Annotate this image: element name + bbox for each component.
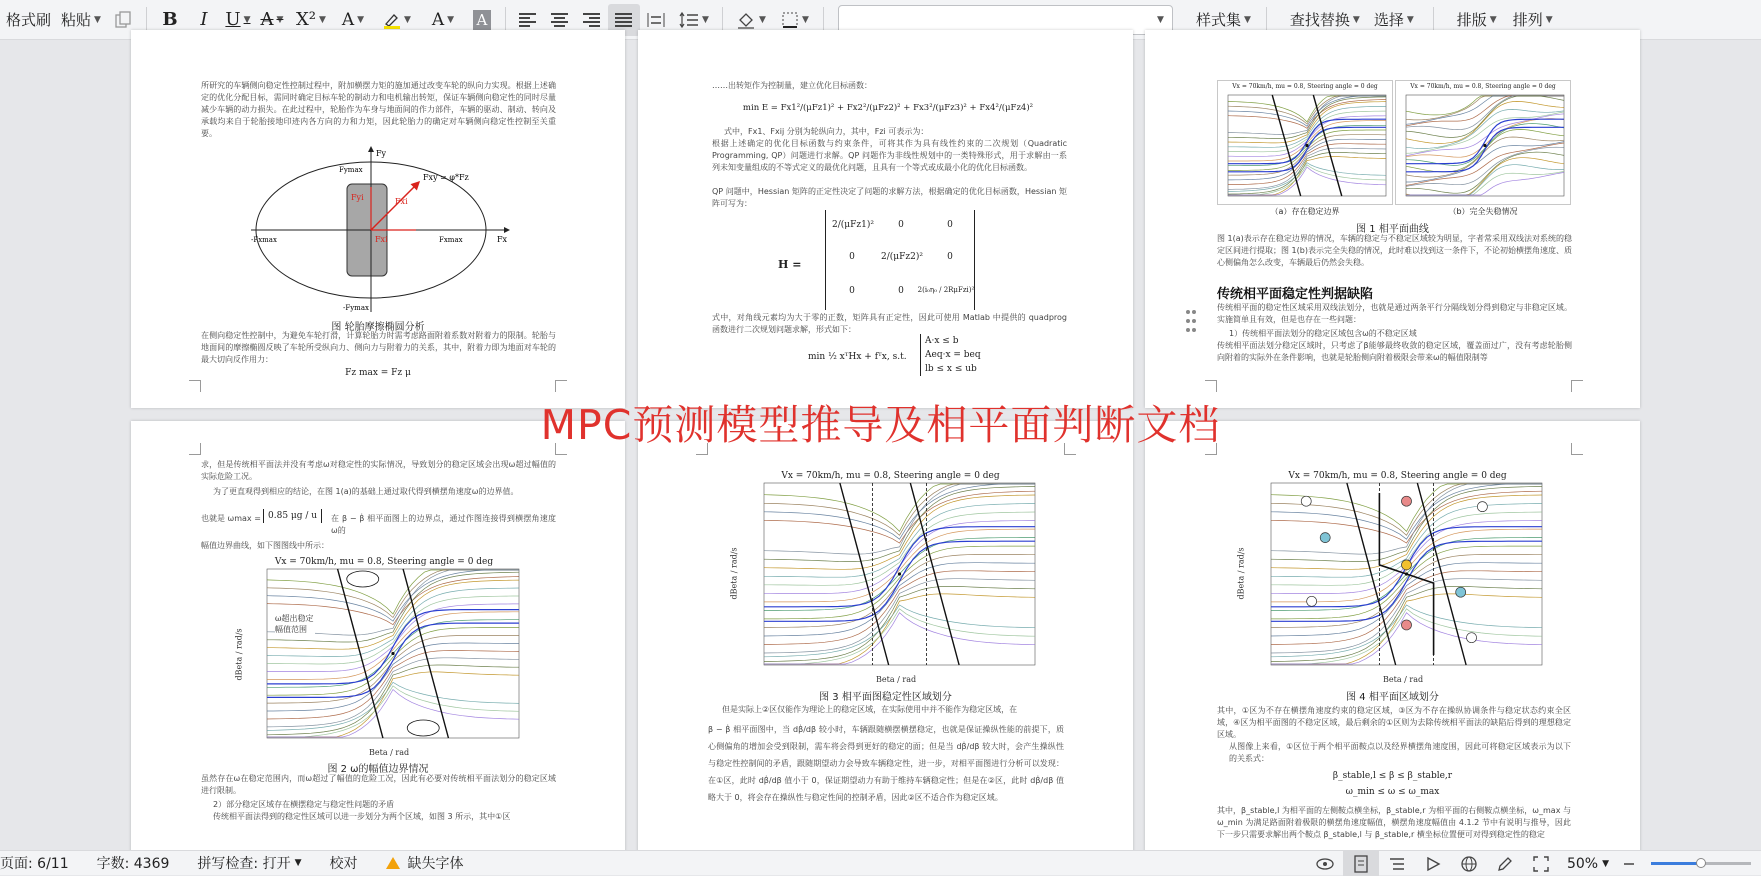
chevron-down-icon: ▼ <box>801 14 809 25</box>
page-6[interactable] <box>1145 421 1640 861</box>
matrix-cell: 0 <box>898 220 904 230</box>
fx-label: Fx <box>497 235 508 244</box>
page-corner-mark <box>1571 380 1583 392</box>
paragraph: 传统相平面法划分稳定区域时，只考虑了β能够最终收敛的稳定区域，覆盖面过广，没有考虑轮胎侧向附着的实际外在条件影响，也就是轮胎侧向附着极限会带来ω的幅值限制等 <box>1217 341 1572 362</box>
paragraph: 求，但是传统相平面法并没有考虑ω对稳定性的实际情况，导致划分的稳定区域会出现ω超过幅值的实际危险工况。 <box>201 460 556 481</box>
page-view-button[interactable] <box>1343 851 1379 876</box>
paragraph: 其中，①区为不存在横摆角速度约束的稳定区域，③区为不存在操纵协调条件与稳定状态约束全区域，④区为相平面图的不稳定区域，最后剩余的①区则为去除传统相平面法的缺陷后得到的理想稳定区域。 <box>1217 706 1571 739</box>
paste-label: 粘贴 <box>61 11 92 29</box>
zoom-slider[interactable] <box>1651 862 1751 865</box>
paragraph: 在侧向稳定性控制中，为避免车轮打滑，计算轮胎力时需考虑路面附着系数对附着力的限制。轮胎与地面间的摩擦椭圆反映了车轮所受纵向力、侧向力与附着力的关系，其中，附着力即为地面对车轮的最大切向反作用力： <box>201 331 556 364</box>
matrix-cell: 0 <box>898 286 904 296</box>
arrange-order-label: 排版 <box>1456 11 1487 29</box>
underline-label: U <box>225 9 241 30</box>
toolbar-divider <box>146 7 147 33</box>
toolbar-divider <box>823 7 824 33</box>
zoom-value: 50% <box>1566 855 1599 872</box>
phase-curves <box>1396 81 1572 206</box>
fit-screen-icon <box>1532 855 1550 873</box>
toolbar-divider <box>1266 7 1267 33</box>
plot-title: Vx = 70km/h, mu = 0.8, Steering angle = 0 deg <box>1288 471 1507 481</box>
chevron-down-icon: ▼ <box>403 14 411 25</box>
warning-icon <box>386 857 400 869</box>
paragraph: 根据上述确定的优化目标函数与约束条件，可将其作为具有线性约束的二次规划（Quadratic Programming, QP）问题进行求解。QP 问题作为非线性规划中的一类特殊形式，用于求解由一系列未知变量组成的不等式定义的最优化问题，且具有一个等式或成最小化的优化目标函数。 <box>712 139 1067 172</box>
strikethrough-label: A <box>260 9 274 30</box>
phase-plane-plot <box>729 469 1043 687</box>
proofread-button[interactable] <box>316 853 372 873</box>
paragraph: 虽然存在ω在稳定范围内，而ω超过了幅值的危险工况，因此有必要对传统相平面法划分的稳定区域进行限制。 <box>201 774 556 795</box>
section-heading: 传统相平面稳定性判据缺陷 <box>1217 287 1374 302</box>
missing-font-label: 缺失字体 <box>407 856 464 872</box>
equilibrium-point <box>898 572 901 575</box>
equilibrium-point <box>1305 144 1308 147</box>
chevron-down-icon: ▼ <box>294 858 302 868</box>
phase-plane-plot <box>234 555 527 760</box>
phase-curves <box>1218 81 1394 206</box>
region-marker <box>1467 633 1477 643</box>
page-2[interactable] <box>638 30 1133 408</box>
align-right-icon <box>583 11 600 29</box>
fxy-label: Fxy = φ*Fz <box>423 173 469 182</box>
fxmax-label: Fxmax <box>439 236 463 244</box>
chevron-down-icon: ▼ <box>319 14 326 25</box>
paragraph: 式中，Fx1、Fxij 分别为轮纵向力，其中，Fzi 可表示为： <box>724 127 929 136</box>
region-marker <box>1301 496 1311 506</box>
x-axis-label: Beta / rad <box>876 675 917 684</box>
toolbar-divider <box>722 7 723 33</box>
matrix-cell: 0 <box>947 252 953 262</box>
align-left-icon <box>519 11 536 29</box>
chevron-down-icon: ▼ <box>1352 14 1360 25</box>
paint-bucket-icon <box>736 11 756 29</box>
stability-condition: ω_min ≤ ω ≤ ω_max <box>1345 787 1440 797</box>
paste-button[interactable] <box>56 4 106 36</box>
zoom-slider-fill <box>1651 862 1701 865</box>
page-corner-mark <box>189 380 201 392</box>
figure-caption: 图 2 ω的幅值边界情况 <box>327 764 429 775</box>
qp-constraint: Aeq·x = beq <box>925 350 981 360</box>
fit-window-button[interactable] <box>1523 851 1559 876</box>
paragraph: 式中，对角线元素均为大于零的正数，矩阵具有正定性，因此可使用 Matlab 中提供的 quadprog 函数进行二次规划问题求解，形式如下： <box>712 313 1067 334</box>
plot-title: Vx = 70km/h, mu = 0.8, Steering angle = 0 deg <box>274 557 494 567</box>
phase-plane-plot <box>1236 469 1550 687</box>
find-replace-label: 查找替换 <box>1289 11 1350 29</box>
region-marker <box>1307 596 1317 606</box>
y-axis-label: dBeta / rad/s <box>234 628 244 681</box>
phase-curves <box>738 469 1043 687</box>
spell-check-label: 拼写检查: 打开 <box>197 856 291 872</box>
page-1[interactable] <box>131 30 625 408</box>
plot-title: Vx = 70km/h, mu = 0.8, Steering angle = 0 deg <box>781 471 1000 481</box>
y-axis-label: dBeta / rad/s <box>729 547 739 600</box>
plot-title: Vx = 70km/h, mu = 0.8, Steering angle = 0 deg <box>1410 83 1556 90</box>
figure-caption: 图 1 相平面曲线 <box>1356 224 1429 235</box>
chevron-down-icon: ▼ <box>243 14 251 25</box>
align-center-icon <box>551 11 568 29</box>
chevron-down-icon: ▼ <box>1243 14 1251 25</box>
drag-handle-icon[interactable] <box>1186 310 1196 332</box>
list-item: 2）部分稳定区域存在横摆稳定与稳定性问题的矛盾 <box>213 800 395 809</box>
line-spacing-icon <box>679 11 699 29</box>
paragraph: β − β̇ 相平面图中，当 dβ̇/dβ 较小时，车辆跟随横摆横摆稳定，也就是保证操纵性能的前提下，质心侧偏角的增加会受到限制，需车将会得到更好的稳定的面；但是当 dβ̇/dβ 较大时，会产生操纵性与稳定性控制间的矛盾，跟随期望动力会导致车辆稳定性，进一步，对相平面图进行分析可以发现：在①区，此时 dβ̇/dβ 值小于 0，保证期望动力有助于维持车辆稳定性；但是在②区，此时 dβ̇/dβ 值略大于 0，将会存在操纵性与稳定性间的控制矛盾，因此②区不适合作为稳定区域。 <box>708 725 1064 802</box>
equilibrium-point <box>391 652 394 655</box>
paragraph: QP 问题中，Hessian 矩阵的正定性决定了问题的求解方法，根据确定的优化目标函数，Hessian 矩阵可写为： <box>712 187 1067 208</box>
page-indicator[interactable] <box>0 853 83 873</box>
spell-check-toggle[interactable] <box>183 853 315 873</box>
equilibrium-point <box>1405 572 1408 575</box>
play-icon <box>1424 856 1442 872</box>
distributed-align-icon <box>646 11 666 29</box>
list-item: 1）传统相平面法划分的稳定区域包含ω的不稳定区域 <box>1229 329 1417 338</box>
matrix-cell: 2(i₀η₀ / 2RμFzi)² <box>917 286 975 294</box>
minus-icon <box>1622 857 1636 871</box>
write-mode-button[interactable] <box>1487 851 1523 876</box>
eye-icon <box>1315 857 1335 871</box>
phase-plane-plot-a <box>1217 80 1393 205</box>
chevron-down-icon: ▼ <box>276 14 284 25</box>
region-marker <box>1477 502 1487 512</box>
matrix-cell: 0 <box>947 220 953 230</box>
text-effect-icon: A <box>341 9 355 30</box>
eye-protect-button[interactable] <box>1307 851 1343 876</box>
paragraph: 为了更直观得到相应的结论，在图 1(a)的基础上通过取代得到横摆角速度ω的边界值。 <box>213 487 519 496</box>
outline-view-button[interactable] <box>1379 851 1415 876</box>
paragraph: 所研究的车辆侧向稳定性控制过程中，附加横摆力矩的施加通过改变车轮的纵向力实现。根据上述确定的优化分配目标，需同时确定目标车轮的制动力和电机输出转矩，保证车辆侧向稳定性的同时尽量减少车辆的动力损失。在此过程中，轮胎作为车身与地面间的作力部件，车辆的驱动、制动、转向及承载均来自于轮胎接地印迹内各方向的力和力矩，因此轮胎力的确定对车辆侧向稳定性控制至关重要。 <box>201 81 556 138</box>
hessian-label: H = <box>778 258 802 271</box>
chevron-down-icon: ▼ <box>1406 14 1414 25</box>
chevron-down-icon: ▼ <box>94 14 101 25</box>
word-count-label: 字数: 4369 <box>96 856 170 872</box>
chevron-down-icon: ▼ <box>357 14 365 25</box>
select-label: 选择 <box>1373 11 1404 29</box>
paragraph: 但是实际上②区仅能作为理论上的稳定区域，在实际使用中并不能作为稳定区域，在 <box>722 705 1018 714</box>
page-count: 页面: 6/11 <box>0 856 69 872</box>
paragraph: 在 β − β̇ 相平面图上的边界点，通过作图连接得到横摆角速度ω的 <box>331 514 556 535</box>
web-view-button[interactable] <box>1451 851 1487 876</box>
copy-icon <box>114 11 132 29</box>
matrix-cell: 0 <box>849 286 855 296</box>
superscript-label: X² <box>295 9 316 30</box>
paragraph: 图 1(a)表示存在稳定边界的情况，车辆的稳定与不稳定区域较为明显，字者常采用双线法对系统的稳定区间进行提取；图 1(b)表示完全失稳的情况，此时难以找到这一条件下，不论初始横摆角速度、质心侧偏角怎么改变，车辆最后仍然会失稳。 <box>1217 234 1572 267</box>
fxi-label: Fxi <box>395 197 408 206</box>
paragraph: 从图像上来看，①区位于两个相平面鞍点以及经界横摆角速度围，因此可将稳定区域表示为以下的关系式： <box>1229 742 1571 763</box>
chevron-down-icon: ▼ <box>701 14 709 25</box>
paragraph: 传统相平面的稳定性区域采用双线法划分，也就是通过两条平行分隔线划分得到稳定与非稳定区域。实施简单且有效，但是也存在一些问题： <box>1217 303 1572 324</box>
chevron-down-icon: ▼ <box>1602 858 1609 869</box>
zoom-level[interactable] <box>1559 856 1617 872</box>
region-marker <box>1402 560 1412 570</box>
fy-label: Fy <box>376 149 387 158</box>
paragraph: 也就是 ωmax = <box>201 514 261 523</box>
page-corner-mark <box>555 380 567 392</box>
toolbar-divider <box>1433 7 1434 33</box>
page-4[interactable] <box>131 421 625 861</box>
phase-curves <box>1245 469 1550 687</box>
neg-fxmax-label: -Fxmax <box>251 236 277 244</box>
figure-caption: 图 4 相平面区域划分 <box>1346 692 1439 703</box>
friction-ellipse-figure <box>251 142 511 317</box>
qp-constraints <box>920 334 981 376</box>
subfigure-caption: （a）存在稳定边界 <box>1270 207 1340 216</box>
y-axis-label: dBeta / rad/s <box>1236 547 1246 600</box>
chevron-down-icon: ▼ <box>1545 14 1553 25</box>
italic-button[interactable]: I <box>200 9 208 30</box>
fymax-label: Fymax <box>339 166 363 174</box>
arrange-label: 排列 <box>1512 11 1543 29</box>
region-marker <box>1456 587 1466 597</box>
region-marker <box>1320 533 1330 543</box>
matrix-cell: 0 <box>849 252 855 262</box>
chevron-down-icon: ▼ <box>1489 14 1497 25</box>
zoom-out-button[interactable] <box>1617 851 1641 876</box>
figure-caption: 图 轮胎摩擦椭圆分析 <box>331 322 425 333</box>
region-marker <box>1402 620 1412 630</box>
proofread-label: 校对 <box>329 856 358 872</box>
globe-icon <box>1460 855 1478 873</box>
formula: Fz max = Fz μ <box>345 368 411 378</box>
style-set-label: 样式集 <box>1195 11 1241 29</box>
equilibrium-point <box>1483 144 1486 147</box>
justify-icon <box>615 11 632 29</box>
x-axis-label: Beta / rad <box>1383 675 1424 684</box>
page-5[interactable] <box>638 421 1133 861</box>
paragraph: 其中，β_stable,l 为相平面的左侧鞍点横坐标，β_stable,r 为相平面的右侧鞍点横坐标，ω_max 与 ω_min 为满足路面附着极限的横摆角速度幅值，横摆角速度幅值由 4.1.2 节中有说明与推导，因此下一步只需要求解出两个鞍点 β_stable,l 与 β_stable,r 横坐标位置便可对得到稳定性的稳定 <box>1217 806 1571 839</box>
char-shading-icon: A <box>473 10 492 30</box>
neg-fymax-label: -Fymax <box>343 304 369 312</box>
qp-objective: min ½ xᵀHx + fᵀx, s.t. <box>808 352 907 362</box>
chevron-down-icon: ▼ <box>758 14 766 25</box>
qp-constraint: A·x ≤ b <box>925 336 959 346</box>
border-icon <box>781 11 799 29</box>
list-icon <box>1388 856 1406 872</box>
chevron-down-icon: ▼ <box>1157 14 1164 25</box>
page-3[interactable] <box>1145 30 1640 408</box>
format-painter-button[interactable] <box>0 4 56 36</box>
omega-max-formula: 0.85 μg / u <box>263 509 322 523</box>
subfigure-caption: （b）完全失稳情况 <box>1448 207 1518 216</box>
read-mode-button[interactable] <box>1415 851 1451 876</box>
format-painter-label: 格式刷 <box>6 11 52 29</box>
matrix-cell: 2/(μFz1)² <box>832 220 874 230</box>
page-view-icon <box>1353 855 1369 873</box>
paragraph: ……出转矩作为控制量，建立优化目标函数： <box>712 81 872 90</box>
phase-curves <box>241 555 527 760</box>
fxi-red-label: Fxi <box>375 235 388 244</box>
paragraph: 幅值边界曲线，如下图图线中所示： <box>201 541 329 550</box>
view-controls <box>1307 851 1761 876</box>
font-color-icon: A <box>431 9 445 30</box>
region-marker <box>1402 496 1412 506</box>
omega-annotation: ω超出稳定幅值范围 <box>275 614 314 634</box>
qp-constraint: lb ≤ x ≤ ub <box>925 364 977 374</box>
chevron-down-icon: ▼ <box>447 14 455 25</box>
bold-button[interactable]: B <box>162 9 178 30</box>
status-bar <box>0 850 1761 875</box>
toolbar-divider <box>505 7 506 33</box>
phase-plane-plot-b <box>1395 80 1571 205</box>
x-axis-label: Beta / rad <box>369 748 410 757</box>
highlighter-icon <box>383 11 401 29</box>
plot-title: Vx = 70km/h, mu = 0.8, Steering angle = 0 deg <box>1232 83 1378 90</box>
matrix-cell: 2/(μFz2)² <box>881 252 923 262</box>
page-corner-mark <box>1205 380 1217 392</box>
hessian-matrix <box>825 210 975 310</box>
objective-formula: min E = Fx1²/(μFz1)² + Fx2²/(μFz2)² + Fx3²/(μFz3)² + Fx4²/(μFz4)² <box>742 103 1034 113</box>
pen-icon <box>1496 855 1514 873</box>
document-overlay-title: MPC预测模型推导及相平面判断文档 <box>540 401 1221 449</box>
missing-font-button[interactable] <box>372 853 478 873</box>
document-canvas[interactable] <box>0 40 1761 850</box>
fyi-label: Fyi <box>351 193 364 202</box>
figure-caption: 图 3 相平面图稳定性区域划分 <box>819 692 952 703</box>
zoom-slider-handle[interactable] <box>1696 858 1706 868</box>
word-count[interactable] <box>83 853 184 873</box>
stability-condition: β_stable,l ≤ β ≤ β_stable,r <box>1332 771 1453 781</box>
paragraph: 传统相平面法得到的稳定性区域可以进一步划分为两个区域，如图 3 所示，其中①区 <box>213 812 511 821</box>
